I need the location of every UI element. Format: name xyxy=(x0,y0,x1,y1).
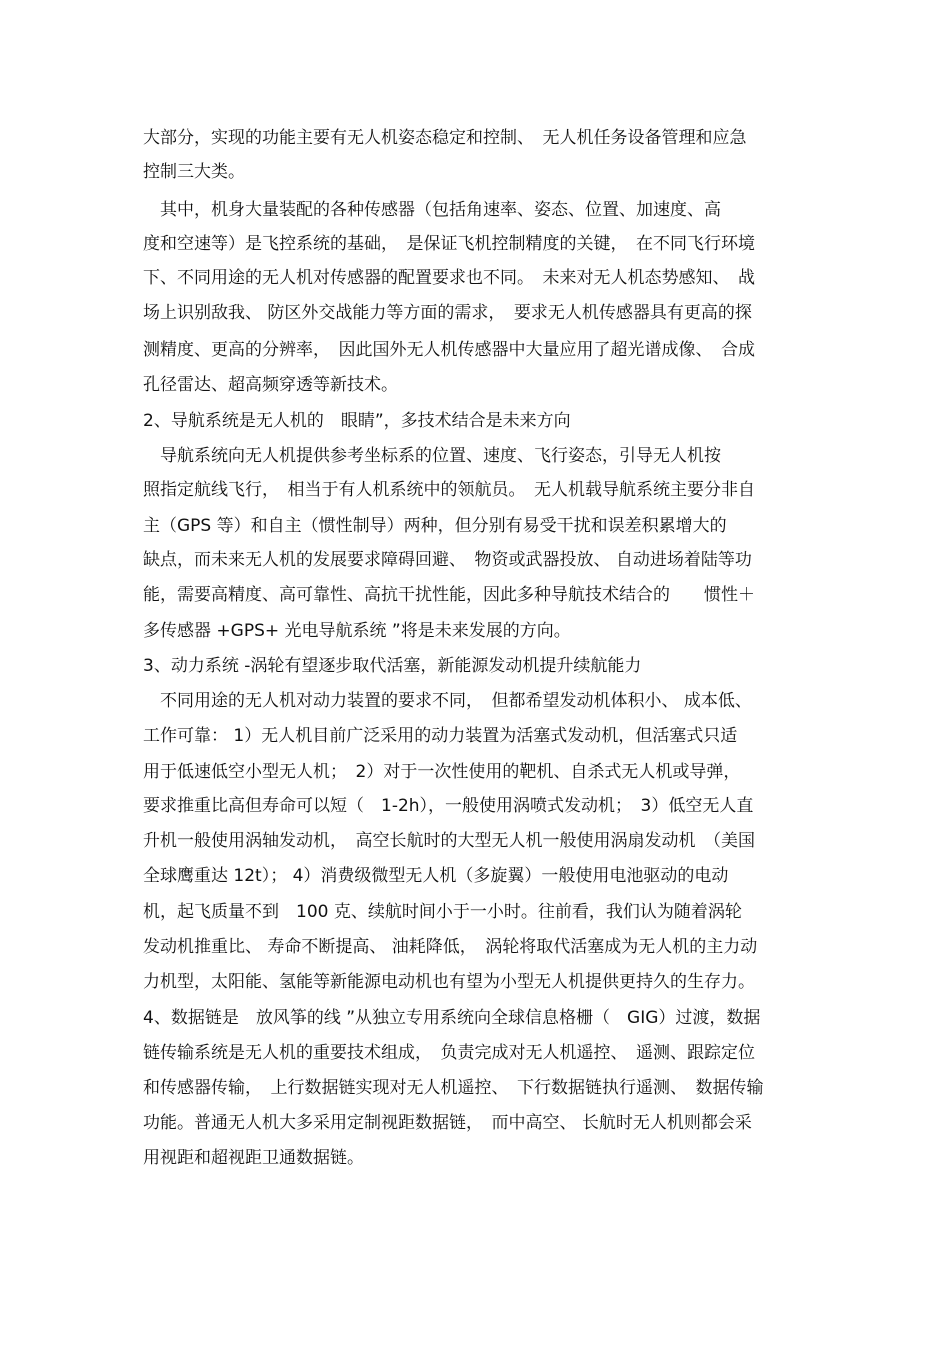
text-line: 场上识别敌我、 防区外交战能力等方面的需求， 要求无人机传感器具有更高的探 xyxy=(143,303,752,323)
section-heading: 4、数据链是 放风筝的线 ”从独立专用系统向全球信息格栅（ GIG）过渡，数据 xyxy=(143,1008,761,1028)
text-line: 机，起飞质量不到 100 克、续航时间小于一小时。往前看，我们认为随着涡轮 xyxy=(143,902,742,922)
text-line: 工作可靠： 1）无人机目前广泛采用的动力装置为活塞式发动机，但活塞式只适 xyxy=(143,726,738,746)
text-line: 导航系统向无人机提供参考坐标系的位置、速度、飞行姿态，引导无人机按 xyxy=(143,446,721,466)
text-line: 功能。普通无人机大多采用定制视距数据链， 而中高空、 长航时无人机则都会采 xyxy=(143,1113,752,1133)
text-line: 控制三大类。 xyxy=(143,162,245,182)
text-line: 不同用途的无人机对动力装置的要求不同， 但都希望发动机体积小、 成本低、 xyxy=(143,691,752,711)
text-line: 用视距和超视距卫通数据链。 xyxy=(143,1148,364,1168)
text-line: 下、不同用途的无人机对传感器的配置要求也不同。 未来对无人机态势感知、 战 xyxy=(143,268,755,288)
text-line: 用于低速低空小型无人机； 2）对于一次性使用的靶机、自杀式无人机或导弹， xyxy=(143,762,741,782)
text-line: 要求推重比高但寿命可以短（ 1-2h），一般使用涡喷式发动机； 3）低空无人直 xyxy=(143,796,754,816)
text-line: 测精度、更高的分辨率， 因此国外无人机传感器中大量应用了超光谱成像、 合成 xyxy=(143,340,755,360)
text-line: 升机一般使用涡轴发动机， 高空长航时的大型无人机一般使用涡扇发动机 （美国 xyxy=(143,831,755,851)
text-line: 能，需要高精度、高可靠性、高抗干扰性能，因此多种导航技术结合的 惯性＋ xyxy=(143,585,755,605)
text-line: 力机型，太阳能、氢能等新能源电动机也有望为小型无人机提供更持久的生存力。 xyxy=(143,972,755,992)
text-line: 发动机推重比、 寿命不断提高、 油耗降低， 涡轮将取代活塞成为无人机的主力动 xyxy=(143,937,758,957)
text-line: 孔径雷达、超高频穿透等新技术。 xyxy=(143,375,398,395)
text-line: 其中，机身大量装配的各种传感器（包括角速率、姿态、位置、加速度、高 xyxy=(143,200,721,220)
text-line: 度和空速等）是飞控系统的基础， 是保证飞机控制精度的关键， 在不同飞行环境 xyxy=(143,234,755,254)
text-line: 链传输系统是无人机的重要技术组成， 负责完成对无人机遥控、 遥测、跟踪定位 xyxy=(143,1043,755,1063)
section-heading: 3、动力系统 -涡轮有望逐步取代活塞，新能源发动机提升续航能力 xyxy=(143,656,642,676)
text-line: 缺点，而未来无人机的发展要求障碍回避、 物资或武器投放、 自动进场着陆等功 xyxy=(143,550,752,570)
text-line: 全球鹰重达 12t）； 4）消费级微型无人机（多旋翼）一般使用电池驱动的电动 xyxy=(143,866,729,886)
text-line: 和传感器传输， 上行数据链实现对无人机遥控、 下行数据链执行遥测、 数据传输 xyxy=(143,1078,764,1098)
text-line: 大部分，实现的功能主要有无人机姿态稳定和控制、 无人机任务设备管理和应急 xyxy=(143,128,747,148)
section-heading: 2、导航系统是无人机的 眼睛”，多技术结合是未来方向 xyxy=(143,411,571,431)
text-line: 照指定航线飞行， 相当于有人机系统中的领航员。 无人机载导航系统主要分非自 xyxy=(143,480,755,500)
text-line: 多传感器 +GPS+ 光电导航系统 ”将是未来发展的方向。 xyxy=(143,621,571,641)
text-line: 主（GPS 等）和自主（惯性制导）两种，但分别有易受干扰和误差积累增大的 xyxy=(143,516,727,536)
